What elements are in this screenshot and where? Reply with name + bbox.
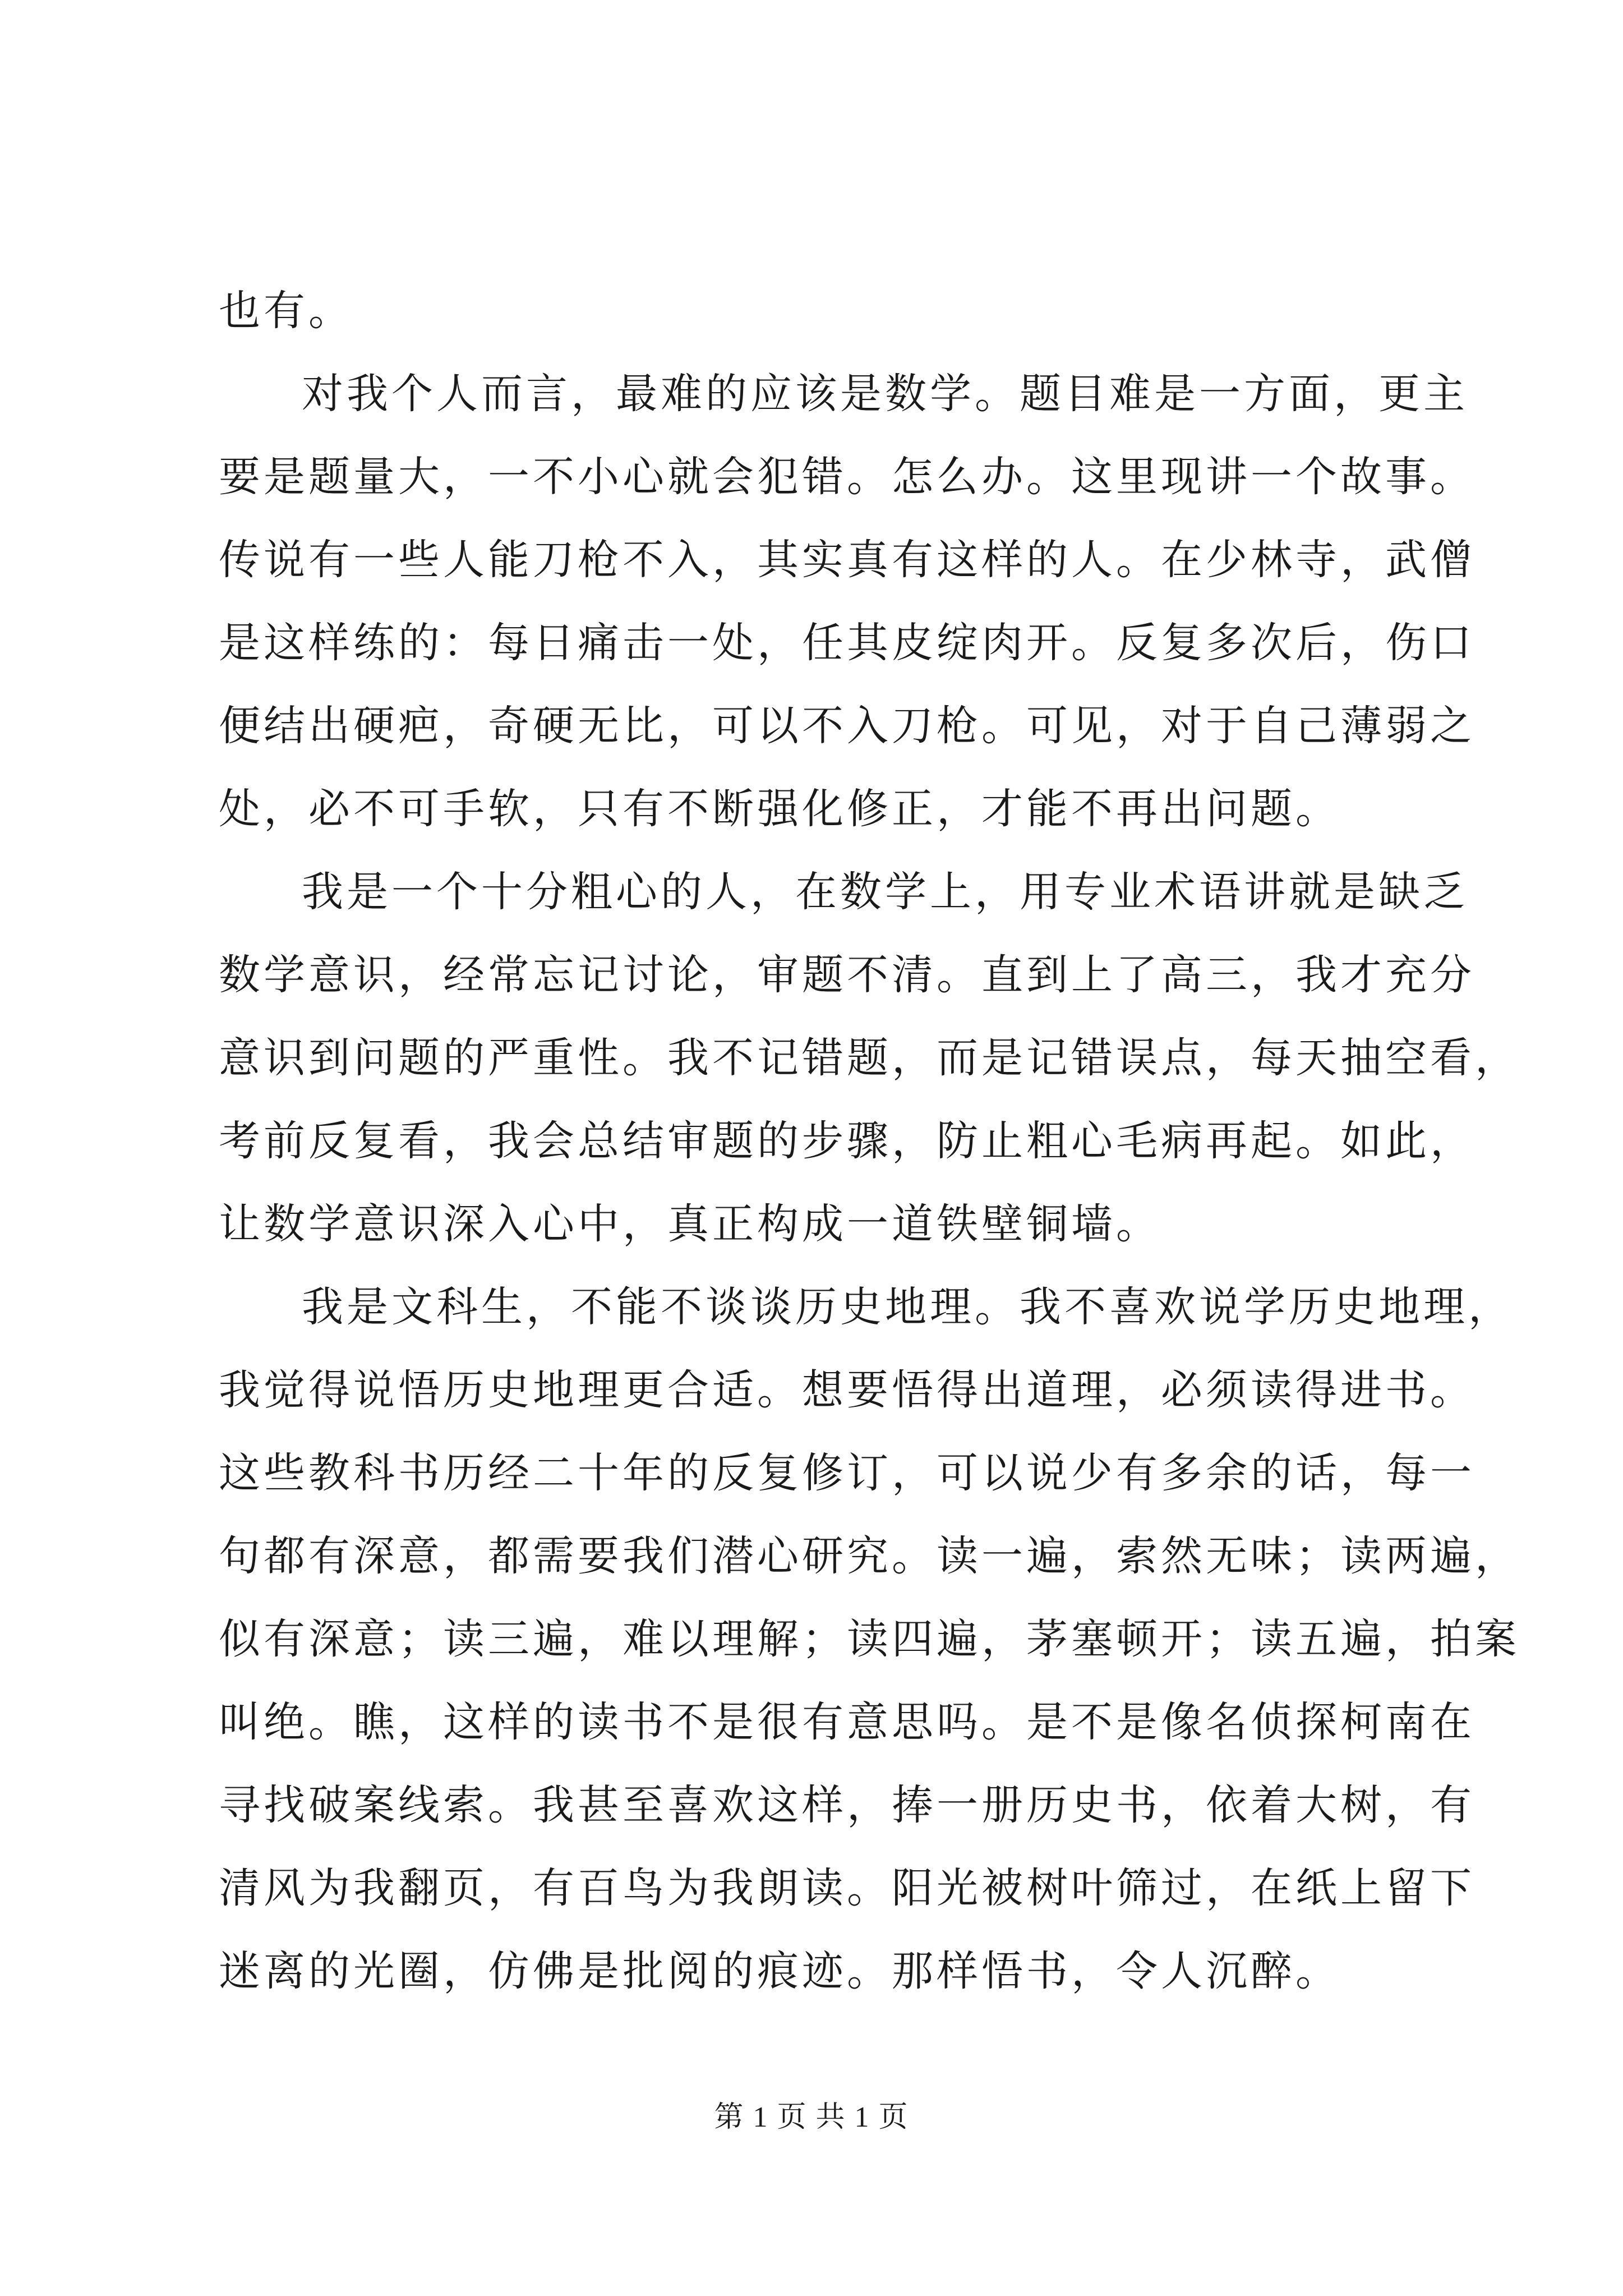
- text-line: 我是一个十分粗心的人，在数学上，用专业术语讲就是缺乏: [302, 868, 1468, 916]
- text-line: 叫绝。瞧，这样的读书不是很有意思吗。是不是像名侦探柯南在: [219, 1698, 1475, 1746]
- text-line: 处，必不可手软，只有不断强化修正，才能不再出问题。: [219, 785, 1340, 833]
- text-line: 意识到问题的严重性。我不记错题，而是记错误点，每天抽空看，: [219, 1034, 1520, 1082]
- text-line: 考前反复看，我会总结审题的步骤，防止粗心毛病再起。如此，: [219, 1117, 1475, 1165]
- text-line: 寻找破案线索。我甚至喜欢这样，捧一册历史书，依着大树，有: [219, 1781, 1475, 1829]
- text-line: 要是题量大，一不小心就会犯错。怎么办。这里现讲一个故事。: [219, 453, 1475, 501]
- text-line: 我觉得说悟历史地理更合适。想要悟得出道理，必须读得进书。: [219, 1366, 1475, 1414]
- text-line: 这些教科书历经二十年的反复修订，可以说少有多余的话，每一: [219, 1449, 1475, 1497]
- page-number-label: 第 1 页 共 1 页: [714, 2101, 909, 2133]
- text-line: 也有。: [219, 287, 353, 335]
- page-footer: [0, 2098, 1623, 2137]
- text-line: 似有深意；读三遍，难以理解；读四遍，茅塞顿开；读五遍，拍案: [219, 1615, 1520, 1663]
- text-line: 我是文科生，不能不谈谈历史地理。我不喜欢说学历史地理，: [302, 1283, 1513, 1331]
- text-line: 便结出硬疤，奇硬无比，可以不入刀枪。可见，对于自己薄弱之: [219, 702, 1475, 750]
- text-line: 迷离的光圈，仿佛是批阅的痕迹。那样悟书，令人沉醉。: [219, 1947, 1340, 1995]
- text-line: 句都有深意，都需要我们潜心研究。读一遍，索然无味；读两遍，: [219, 1532, 1520, 1580]
- body-text: [219, 269, 1520, 2013]
- text-line: 传说有一些人能刀枪不入，其实真有这样的人。在少林寺，武僧: [219, 536, 1475, 584]
- text-line: 数学意识，经常忘记讨论，审题不清。直到上了高三，我才充分: [219, 951, 1475, 999]
- text-line: 让数学意识深入心中，真正构成一道铁壁铜墙。: [219, 1200, 1161, 1248]
- text-line: 清风为我翻页，有百鸟为我朗读。阳光被树叶筛过，在纸上留下: [219, 1864, 1475, 1912]
- text-line: 是这样练的：每日痛击一处，任其皮绽肉开。反复多次后，伤口: [219, 619, 1475, 667]
- text-line: 对我个人而言，最难的应该是数学。题目难是一方面，更主: [302, 370, 1468, 418]
